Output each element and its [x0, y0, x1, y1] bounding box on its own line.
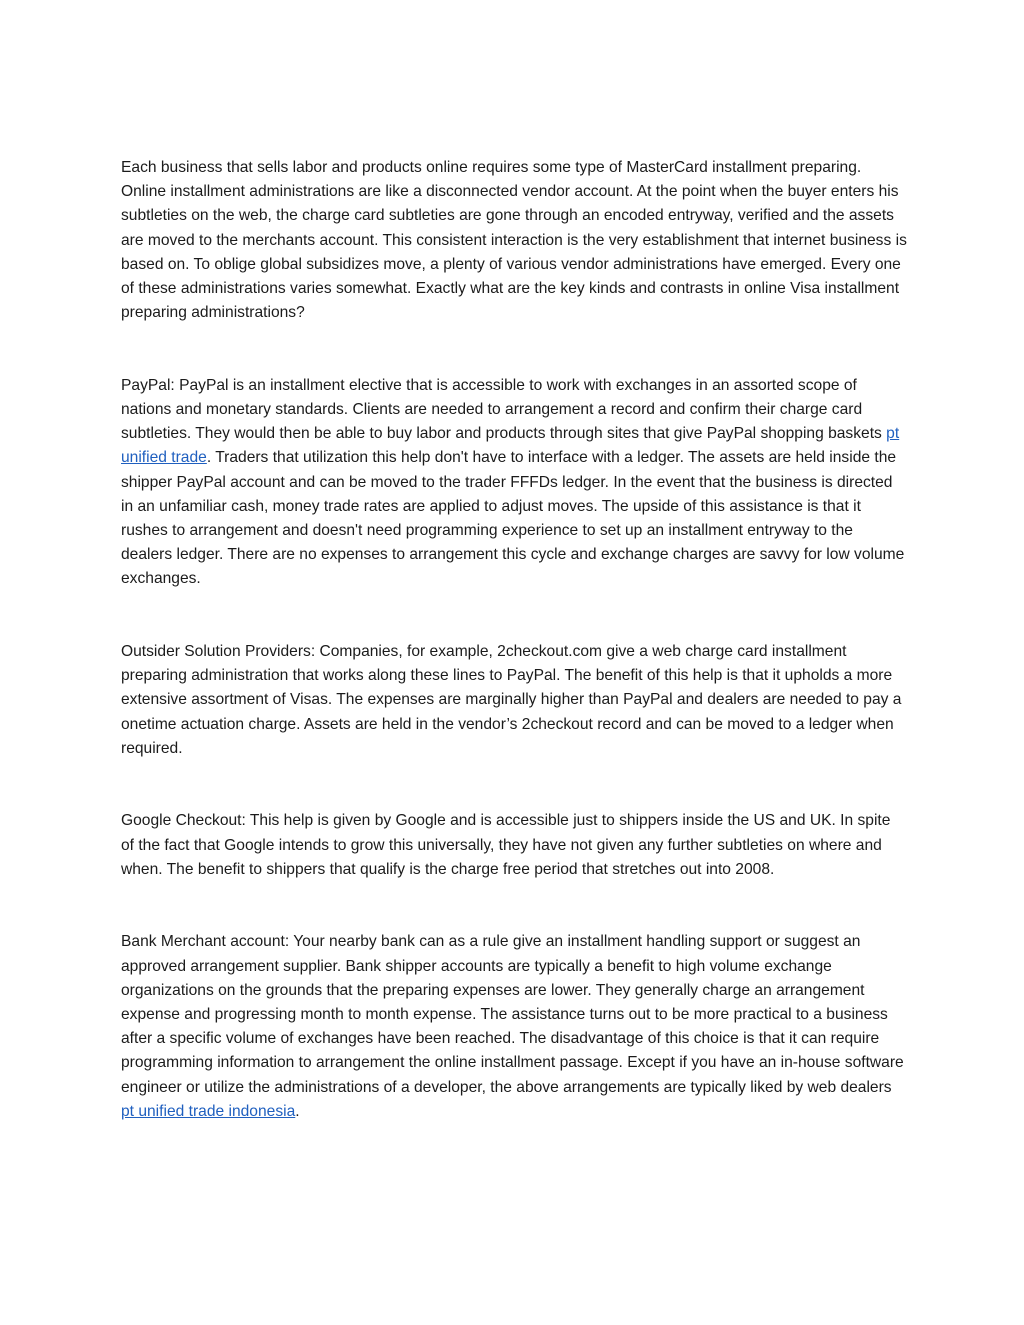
- document-body: [121, 156, 907, 1172]
- paragraph-bank-text-end: .: [295, 1102, 300, 1120]
- paragraph-paypal-text-start: PayPal: PayPal is an installment elective that is accessible to work with exchanges in an assorted scope of nations and monetary standards. Clients are needed to arrangement a record and confirm their charge card subtleties. They would then be able to buy labor and products through sites that give PayPal shopping baskets: [121, 376, 887, 443]
- paragraph-outsider-solution-providers: Outsider Solution Providers: Companies, for example, 2checkout.com give a web charge card installment preparing administration that works along these lines to PayPal. The benefit of this help is that it upholds a more extensive assortment of Visas. The expenses are marginally higher than PayPal and dealers are needed to pay a onetime actuation charge. Assets are held in the vendor’s 2checkout record and can be moved to a ledger when required.: [121, 643, 902, 757]
- paragraph-bank-text-start: Bank Merchant account: Your nearby bank can as a rule give an installment handling support or suggest an approved arrangement supplier. Bank shipper accounts are typically a benefit to high volume exchange organizations on the grounds that the preparing expenses are lower. They generally charge an arrangement expense and progressing month to month expense. The assistance turns out to be more practical to a business after a specific volume of exchanges have been reached. The disadvantage of this choice is that it can require programming information to arrangement the online installment passage. Except if you have an in-house software engineer or utilize the administrations of a developer, the above arrangements are typically liked by web dealers: [121, 933, 904, 1096]
- paragraph-paypal: [121, 374, 907, 592]
- pt-unified-trade-link[interactable]: pt unified trade: [121, 425, 900, 467]
- paragraph-google-checkout: Google Checkout: This help is given by Google and is accessible just to shippers inside the US and UK. In spite of the fact that Google intends to grow this universally, they have not given any further subtleties on where and when. The benefit to shippers that qualify is the charge free period that stretches out into 2008.: [121, 812, 891, 878]
- pt-unified-trade-indonesia-link[interactable]: pt unified trade indonesia: [121, 1102, 296, 1120]
- paragraph-paypal-text-end: . Traders that utilization this help don't have to interface with a ledger. The assets are held inside the shipper PayPal account and can be moved to the trader FFFDs ledger. In the event that the business is directed in an unfamiliar cash, money trade rates are applied to adjust moves. The upside of this assistance is that it rushes to arrangement and doesn't need programming experience to set up an installment entryway to the dealers ledger. There are no expenses to arrangement this cycle and exchange charges are savvy for low volume exchanges.: [121, 449, 905, 588]
- paragraph-intro: Each business that sells labor and products online requires some type of MasterCard installment preparing. Online installment administrations are like a disconnected vendor account. At the point when the buyer enters his subtleties on the web, the charge card subtleties are gone through an encoded entryway, verified and the assets are moved to the merchants account. This consistent interaction is the very establishment that internet business is based on. To oblige global subsidizes move, a plenty of various vendor administrations have emerged. Every one of these administrations varies somewhat. Exactly what are the key kinds and contrasts in online Visa installment preparing administrations?: [121, 159, 907, 322]
- paragraph-bank-merchant-account: [121, 930, 907, 1124]
